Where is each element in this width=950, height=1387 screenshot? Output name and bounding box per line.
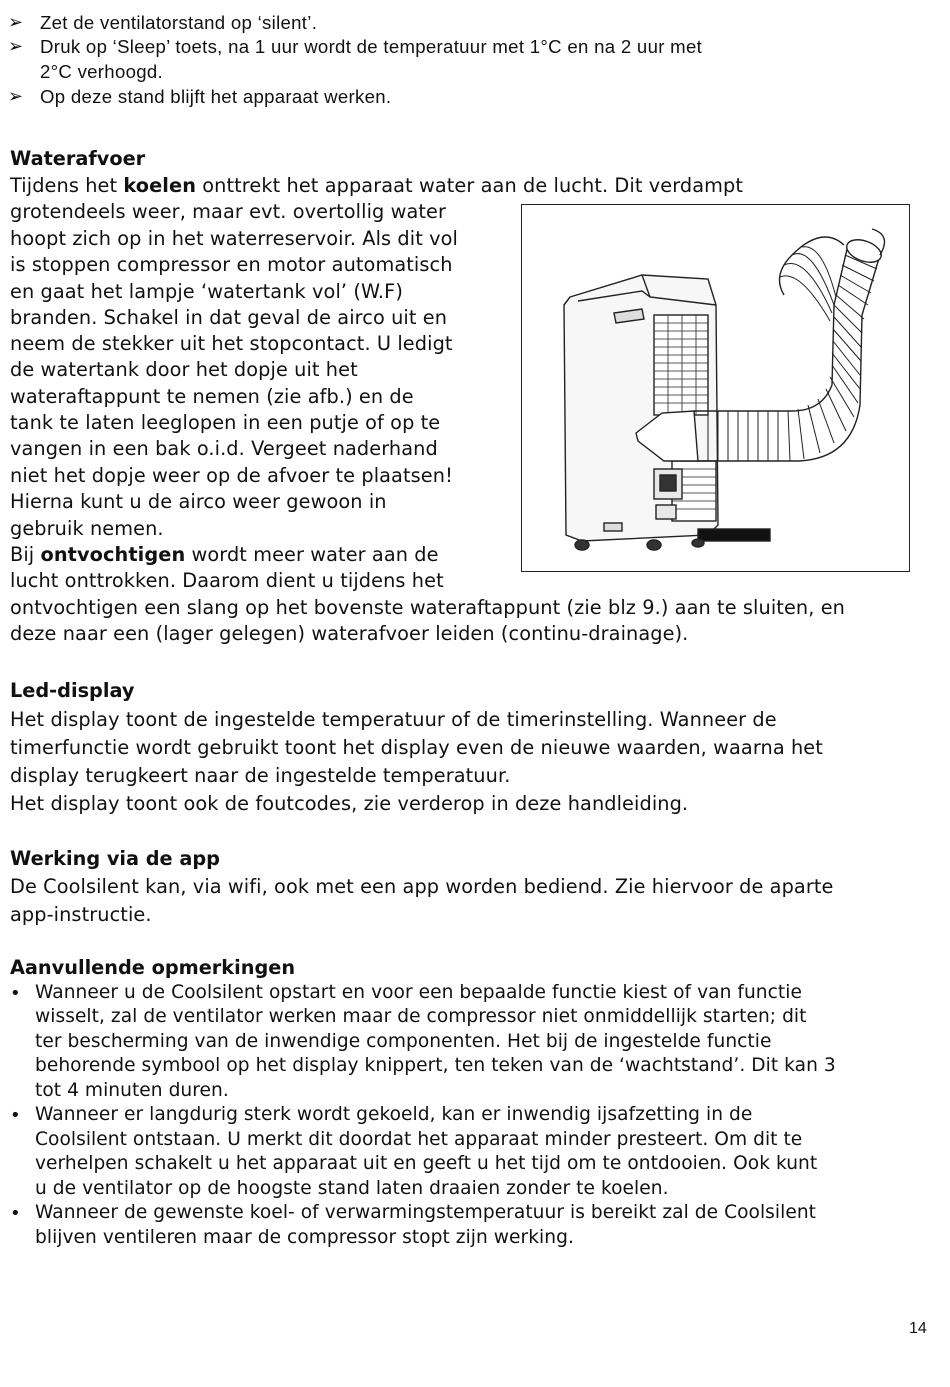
- bullet-line: wisselt, zal de ventilator werken maar de compressor niet onmiddellijk starten; dit: [35, 1006, 807, 1027]
- bullet-line: ter bescherming van de inwendige componenten. Het bij de ingestelde functie: [35, 1031, 772, 1052]
- paragraph-line: grotendeels weer, maar evt. overtollig water: [10, 200, 447, 223]
- bullet-line: blijven ventileren maar de compressor stopt zijn werking.: [35, 1227, 574, 1248]
- page-number: 14: [909, 1320, 927, 1337]
- paragraph-line: Tijdens het koelen onttrekt het apparaat water aan de lucht. Dit verdampt: [10, 174, 744, 197]
- bullet-line: Wanneer u de Coolsilent opstart en voor een bepaalde functie kiest of van functie: [35, 982, 802, 1003]
- paragraph-line: en gaat het lampje ‘watertank vol’ (W.F): [10, 280, 403, 303]
- bullet-icon: •: [10, 1105, 21, 1126]
- list-item: Op deze stand blijft het apparaat werken.: [40, 86, 392, 107]
- paragraph-line: niet het dopje weer op de afvoer te plaatsen!: [10, 464, 453, 487]
- paragraph-line: branden. Schakel in dat geval de airco uit en: [10, 306, 448, 329]
- bullet-line: u de ventilator op de hoogste stand laten draaien zonder te koelen.: [35, 1178, 669, 1199]
- paragraph-line: vangen in een bak o.i.d. Vergeet naderhand: [10, 437, 438, 460]
- paragraph-line: deze naar een (lager gelegen) waterafvoer leiden (continu-drainage).: [10, 622, 689, 645]
- list-item: Druk op ‘Sleep’ toets, na 1 uur wordt de temperatuur met 1°C en na 2 uur met: [40, 36, 703, 57]
- paragraph-line: tank te laten leeglopen in een putje of op te: [10, 411, 441, 434]
- arrow-bullet-icon: ➢: [8, 12, 24, 33]
- section-heading-aanvullende-opmerkingen: Aanvullende opmerkingen: [10, 956, 296, 979]
- arrow-bullet-icon: ➢: [8, 36, 24, 57]
- paragraph-line: lucht onttrokken. Daarom dient u tijdens het: [10, 569, 444, 592]
- bullet-icon: •: [10, 983, 21, 1004]
- paragraph-line: Bij ontvochtigen wordt meer water aan de: [10, 543, 439, 566]
- arrow-bullet-icon: ➢: [8, 86, 24, 107]
- paragraph-line: wateraftappunt te nemen (zie afb.) en de: [10, 385, 414, 408]
- bullet-line: Wanneer de gewenste koel- of verwarmingstemperatuur is bereikt zal de Coolsilent: [35, 1202, 817, 1223]
- paragraph-line: is stoppen compressor en motor automatisch: [10, 253, 453, 276]
- bullet-icon: •: [10, 1203, 21, 1224]
- section-heading-app: Werking via de app: [10, 847, 220, 870]
- paragraph-line: ontvochtigen een slang op het bovenste wateraftappunt (zie blz 9.) aan te sluiten, en: [10, 596, 845, 619]
- airco-drawing: [522, 205, 909, 571]
- section-heading-waterafvoer: Waterafvoer: [10, 147, 146, 170]
- paragraph-line: timerfunctie wordt gebruikt toont het display even de nieuwe waarden, waarna het: [10, 736, 823, 759]
- paragraph-line: Het display toont ook de foutcodes, zie verderop in deze handleiding.: [10, 792, 689, 815]
- paragraph-line: display terugkeert naar de ingestelde temperatuur.: [10, 764, 511, 787]
- list-item: Zet de ventilatorstand op ‘silent’.: [40, 12, 318, 33]
- bullet-line: Coolsilent ontstaan. U merkt dit doordat het apparaat minder presteert. Om dit te: [35, 1129, 803, 1150]
- paragraph-line: Het display toont de ingestelde temperatuur of de timerinstelling. Wanneer de: [10, 708, 777, 731]
- paragraph-line: neem de stekker uit het stopcontact. U ledigt: [10, 332, 453, 355]
- paragraph-line: De Coolsilent kan, via wifi, ook met een app worden bediend. Zie hiervoor de aparte: [10, 875, 834, 898]
- bullet-line: verhelpen schakelt u het apparaat uit en geeft u het tijd om te ontdooien. Ook kunt: [35, 1153, 818, 1174]
- paragraph-line: hoopt zich op in het waterreservoir. Als dit vol: [10, 227, 458, 250]
- section-heading-led-display: Led-display: [10, 679, 135, 702]
- paragraph-line: gebruik nemen.: [10, 517, 164, 540]
- bullet-line: tot 4 minuten duren.: [35, 1080, 229, 1101]
- paragraph-line: Hierna kunt u de airco weer gewoon in: [10, 490, 387, 513]
- paragraph-line: app-instructie.: [10, 903, 152, 926]
- airco-illustration: [521, 204, 910, 572]
- paragraph-line: de watertank door het dopje uit het: [10, 358, 358, 381]
- bullet-line: Wanneer er langdurig sterk wordt gekoeld, kan er inwendig ijsafzetting in de: [35, 1104, 753, 1125]
- list-item-continued: 2°C verhoogd.: [40, 61, 163, 82]
- bullet-line: behorende symbool op het display knippert, ten teken van de ‘wachtstand’. Dit kan 3: [35, 1055, 836, 1076]
